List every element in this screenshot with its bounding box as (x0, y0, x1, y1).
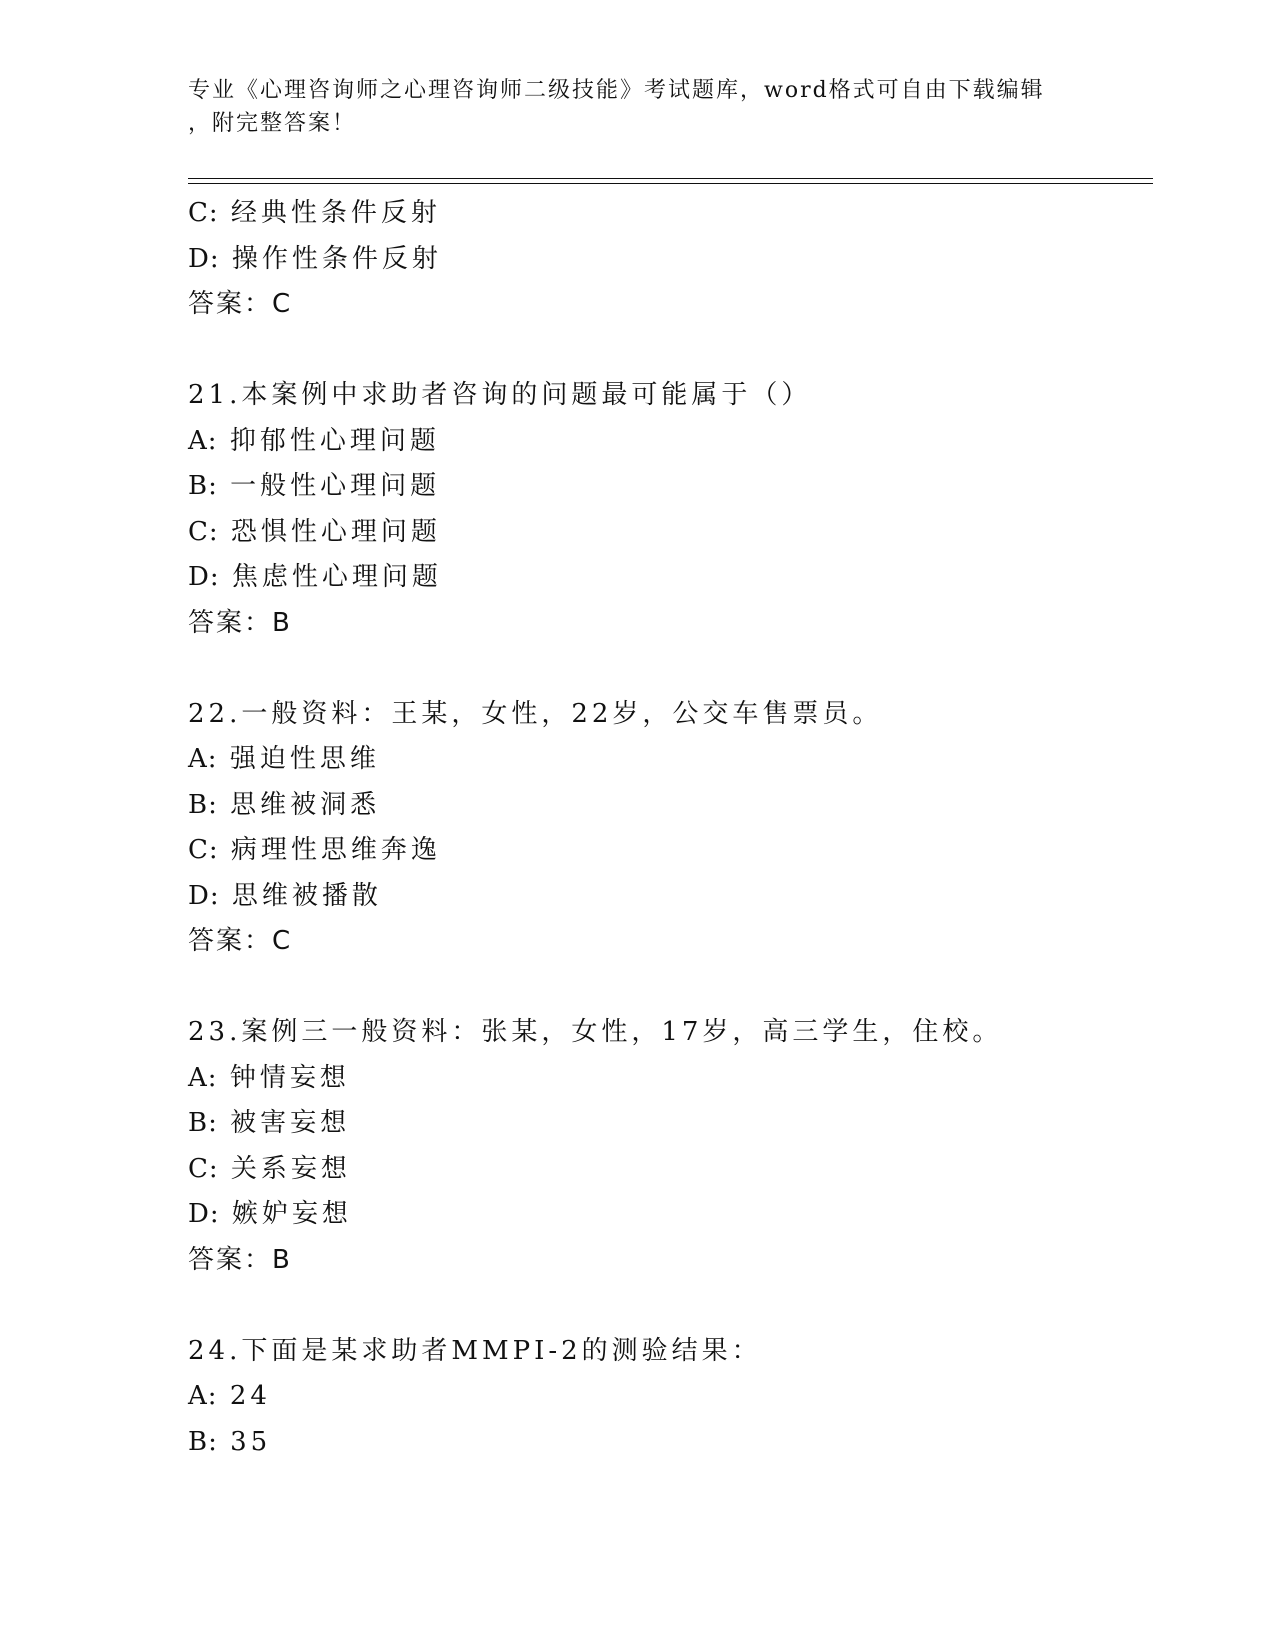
document-header (188, 74, 1068, 140)
question-text: 23.案例三一般资料：张某，女性，17岁，高三学生，住校。 (188, 1017, 1003, 1047)
header-line-1: 专业《心理咨询师之心理咨询师二级技能》考试题库，word格式可自由下载编辑 (188, 78, 1045, 103)
option-label: D: (188, 562, 220, 592)
option-label: D: (188, 1199, 220, 1229)
option-c (188, 191, 1148, 237)
option-d (188, 874, 1148, 920)
spacer (188, 1283, 1148, 1329)
spacer (188, 328, 1148, 374)
header-line-2: ，附完整答案！ (188, 111, 357, 136)
option-text: 被害妄想 (230, 1108, 351, 1138)
question-list (188, 191, 1148, 1465)
option-label: D: (188, 880, 220, 911)
option-label: A: (188, 425, 218, 456)
answer-line: 答案：B (188, 1244, 292, 1275)
option-label: C: (188, 835, 219, 865)
answer-line: 答案：C (188, 289, 293, 319)
option-label: B: (188, 1426, 218, 1457)
option-a (188, 1374, 1148, 1420)
spacer (188, 965, 1148, 1011)
option-text: 钟情妄想 (229, 1062, 350, 1093)
question-23 (188, 1010, 1148, 1283)
question-text: 21.本案例中求助者咨询的问题最可能属于（） (188, 380, 812, 410)
option-c (188, 1147, 1148, 1193)
option-label: A: (188, 744, 218, 774)
spacer (188, 646, 1148, 692)
option-text: 经典性条件反射 (230, 198, 441, 228)
option-text: 思维被播散 (231, 880, 382, 911)
option-c (188, 510, 1148, 556)
option-d (188, 555, 1148, 601)
question-text: 22.一般资料：王某，女性，22岁，公交车售票员。 (188, 698, 883, 729)
option-label: A: (188, 1062, 218, 1093)
option-text: 焦虑性心理问题 (231, 562, 442, 592)
answer-line: 答案：C (188, 926, 293, 956)
option-label: B: (188, 1108, 218, 1138)
answer-line: 答案：B (188, 607, 292, 638)
option-label: D: (188, 243, 220, 274)
question-text: 24.下面是某求助者MMPI-2的测验结果： (188, 1335, 762, 1366)
option-text: 24 (229, 1381, 271, 1411)
prev-question-block (188, 191, 1148, 328)
option-text: 病理性思维奔逸 (230, 835, 441, 865)
header-divider-top (188, 178, 1153, 179)
option-text: 强迫性思维 (229, 744, 380, 774)
option-b (188, 464, 1148, 510)
option-label: C: (188, 516, 219, 547)
header-divider-bottom (188, 183, 1153, 184)
option-a (188, 419, 1148, 465)
option-b (188, 783, 1148, 829)
option-text: 操作性条件反射 (231, 243, 442, 274)
option-d (188, 237, 1148, 283)
option-c (188, 828, 1148, 874)
option-d (188, 1192, 1148, 1238)
option-text: 35 (230, 1426, 272, 1457)
option-text: 思维被洞悉 (230, 789, 381, 820)
option-a (188, 737, 1148, 783)
option-b (188, 1101, 1148, 1147)
option-text: 嫉妒妄想 (231, 1199, 352, 1229)
option-a (188, 1056, 1148, 1102)
option-label: C: (188, 1153, 219, 1184)
option-text: 抑郁性心理问题 (229, 425, 440, 456)
option-text: 恐惧性心理问题 (230, 516, 441, 547)
question-22 (188, 692, 1148, 965)
option-text: 关系妄想 (230, 1153, 351, 1184)
option-label: A: (188, 1381, 218, 1411)
option-label: B: (188, 789, 218, 820)
question-24 (188, 1329, 1148, 1466)
option-b (188, 1420, 1148, 1466)
option-label: B: (188, 471, 218, 501)
option-text: 一般性心理问题 (230, 471, 441, 501)
option-label: C: (188, 198, 219, 228)
question-21 (188, 373, 1148, 646)
